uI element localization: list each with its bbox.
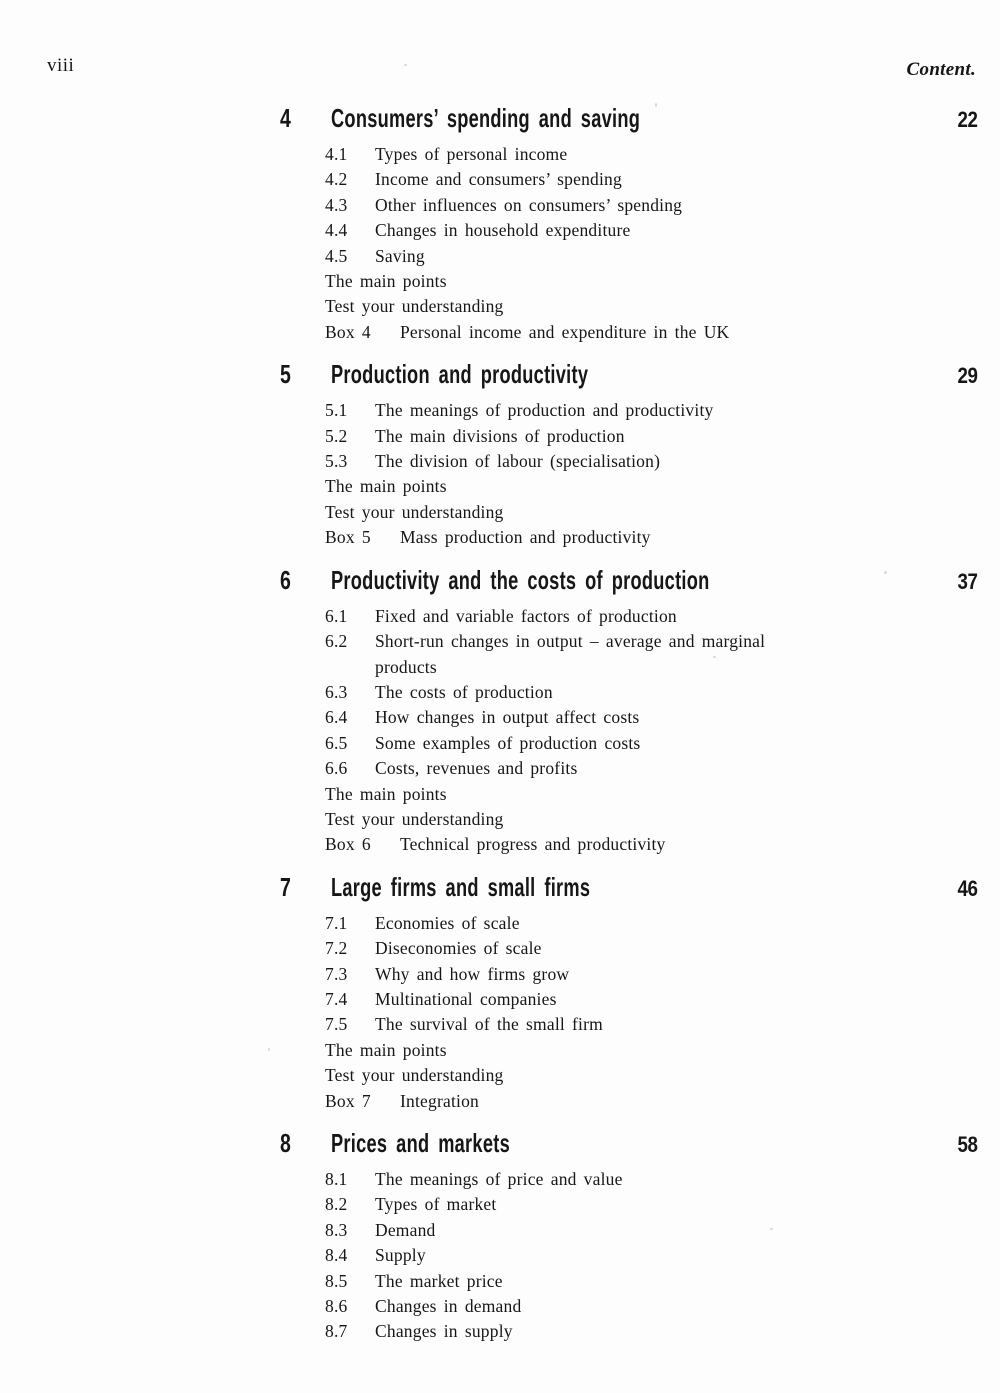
toc-entry-section — [325, 705, 977, 730]
toc-entry-section — [325, 142, 977, 167]
toc-entry-section — [325, 1243, 977, 1268]
box-label: Box 4 — [325, 321, 371, 342]
toc-entry-section — [325, 1167, 977, 1192]
chapter-block — [280, 872, 977, 1114]
toc-entry-section — [325, 680, 977, 705]
section-number: 4.4 — [325, 220, 348, 241]
scan-speck — [770, 1228, 773, 1230]
toc-entry-section — [325, 1012, 977, 1037]
chapter-block — [280, 1128, 977, 1345]
chapter-number: 5 — [280, 359, 291, 390]
section-title: The meanings of production and productivity — [375, 400, 714, 421]
section-number: 6.4 — [325, 707, 348, 728]
toc — [280, 103, 977, 1359]
box-title: Personal income and expenditure in the UK — [400, 321, 730, 342]
section-number: 5.1 — [325, 400, 348, 421]
chapter-number: 4 — [280, 103, 291, 133]
toc-entry-box — [325, 832, 977, 857]
chapter-heading — [280, 1128, 977, 1160]
chapter-entries — [325, 911, 977, 1114]
scan-speck — [404, 64, 407, 66]
chapter-number: 7 — [280, 871, 291, 902]
section-title: Demand — [375, 1219, 436, 1240]
chapter-title: Large firms and small firms — [331, 871, 591, 902]
section-number: 6.5 — [325, 732, 348, 753]
toc-entry-section — [325, 398, 977, 423]
section-number: 6.2 — [325, 631, 348, 652]
toc-entry-section — [325, 1294, 977, 1319]
chapter-number: 8 — [280, 1128, 291, 1158]
toc-entry-section — [325, 1269, 977, 1294]
section-title: Changes in household expenditure — [375, 220, 631, 241]
chapter-entries — [325, 1167, 977, 1345]
section-title: How changes in output affect costs — [375, 707, 640, 728]
section-title: Costs, revenues and profits — [375, 758, 578, 779]
chapter-heading — [280, 359, 977, 391]
section-title: Types of market — [375, 1194, 497, 1215]
toc-entry-section — [325, 1218, 977, 1243]
section-number: 7.4 — [325, 988, 348, 1009]
scan-speck — [268, 1048, 270, 1051]
chapter-block — [280, 103, 977, 345]
section-number: 8.6 — [325, 1296, 348, 1317]
section-title: The costs of production — [375, 681, 553, 702]
toc-entry-section — [325, 218, 977, 243]
section-number: 4.3 — [325, 194, 348, 215]
section-title: The main divisions of production — [375, 425, 625, 446]
section-title-line: Short-run changes in output – average and marginal — [375, 631, 766, 652]
section-title: The division of labour (specialisation) — [375, 451, 661, 472]
section-number: 5.3 — [325, 451, 348, 472]
toc-entry-section — [325, 962, 977, 987]
section-title: The meanings of price and value — [375, 1169, 623, 1189]
box-label: Box 6 — [325, 834, 371, 855]
toc-entry-plain: Test your understanding — [325, 296, 504, 317]
toc-entry-section — [325, 604, 977, 629]
chapter-heading — [280, 565, 977, 597]
chapter-number: 6 — [280, 564, 291, 595]
toc-entry-section — [325, 449, 977, 474]
section-title: The survival of the small firm — [375, 1014, 603, 1035]
section-title: Fixed and variable factors of production — [375, 605, 677, 626]
toc-entry-box — [325, 525, 977, 550]
section-number: 5.2 — [325, 425, 348, 446]
section-number: 8.7 — [325, 1321, 348, 1342]
toc-entry-section — [325, 167, 977, 192]
section-number: 8.1 — [325, 1169, 348, 1189]
chapter-page-number: 22 — [957, 107, 977, 132]
section-number: 7.2 — [325, 938, 348, 959]
section-number: 4.1 — [325, 144, 348, 164]
toc-entry-plain: The main points — [325, 271, 447, 292]
section-title — [375, 629, 977, 680]
toc-entry-section — [325, 936, 977, 961]
page-folio: viii — [47, 55, 75, 76]
section-title: Saving — [375, 245, 425, 266]
chapter-title: Consumers’ spending and saving — [331, 103, 641, 133]
toc-entry-plain: Test your understanding — [325, 1065, 504, 1086]
toc-entry-box — [325, 320, 977, 345]
section-title-line: products — [375, 656, 437, 677]
section-title: Diseconomies of scale — [375, 938, 542, 959]
toc-entry-section — [325, 629, 977, 680]
toc-entry-section — [325, 1319, 977, 1344]
chapter-page-number: 58 — [957, 1132, 977, 1157]
chapter-heading — [280, 103, 977, 135]
running-head: Content. — [906, 59, 976, 80]
scan-speck — [655, 103, 657, 107]
chapter-block — [280, 359, 977, 550]
toc-entry-section — [325, 731, 977, 756]
section-number: 7.1 — [325, 912, 348, 933]
box-title: Technical progress and productivity — [400, 834, 666, 855]
toc-entry-section — [325, 193, 977, 218]
section-title: Types of personal income — [375, 144, 568, 164]
section-title: Other influences on consumers’ spending — [375, 194, 683, 215]
section-number: 8.2 — [325, 1194, 348, 1215]
chapter-entries — [325, 142, 977, 345]
section-title: Some examples of production costs — [375, 732, 641, 753]
chapter-title: Productivity and the costs of production — [331, 564, 710, 595]
section-number: 6.6 — [325, 758, 348, 779]
chapter-page-number: 37 — [957, 568, 977, 594]
box-title: Integration — [400, 1090, 479, 1111]
section-title: Changes in demand — [375, 1296, 522, 1317]
chapter-page-number: 46 — [957, 875, 977, 901]
toc-entry-plain: Test your understanding — [325, 501, 504, 522]
box-label: Box 5 — [325, 527, 371, 548]
section-title: Changes in supply — [375, 1321, 513, 1342]
section-title: Supply — [375, 1245, 426, 1266]
section-number: 8.5 — [325, 1270, 348, 1291]
toc-entry-section — [325, 1192, 977, 1217]
toc-entry-section — [325, 424, 977, 449]
box-label: Box 7 — [325, 1090, 371, 1111]
toc-entry-box — [325, 1089, 977, 1114]
section-title: The market price — [375, 1270, 503, 1291]
toc-entry-plain: The main points — [325, 1039, 447, 1060]
section-number: 4.2 — [325, 169, 348, 190]
section-title: Economies of scale — [375, 912, 520, 933]
section-number: 8.4 — [325, 1245, 348, 1266]
box-title: Mass production and productivity — [400, 527, 651, 548]
section-title: Why and how firms grow — [375, 963, 570, 984]
scan-speck — [884, 571, 887, 574]
chapter-block — [280, 565, 977, 858]
section-number: 7.3 — [325, 963, 348, 984]
toc-entry-plain: The main points — [325, 476, 447, 497]
section-number: 8.3 — [325, 1219, 348, 1240]
chapter-entries — [325, 604, 977, 858]
section-title: Income and consumers’ spending — [375, 169, 622, 190]
chapter-title: Prices and markets — [331, 1128, 510, 1158]
toc-entry-section — [325, 911, 977, 936]
section-number: 7.5 — [325, 1014, 348, 1035]
section-number: 6.3 — [325, 681, 348, 702]
chapter-entries — [325, 398, 977, 550]
toc-entry-plain: The main points — [325, 783, 447, 804]
toc-entry-section — [325, 244, 977, 269]
chapter-heading — [280, 872, 977, 904]
toc-entry-section — [325, 987, 977, 1012]
chapter-page-number: 29 — [957, 363, 977, 389]
section-title: Multinational companies — [375, 988, 557, 1009]
chapter-title: Production and productivity — [331, 359, 589, 390]
section-number: 4.5 — [325, 245, 348, 266]
toc-entry-section — [325, 756, 977, 781]
scan-speck — [713, 656, 716, 658]
toc-entry-plain: Test your understanding — [325, 808, 504, 829]
section-number: 6.1 — [325, 605, 348, 626]
